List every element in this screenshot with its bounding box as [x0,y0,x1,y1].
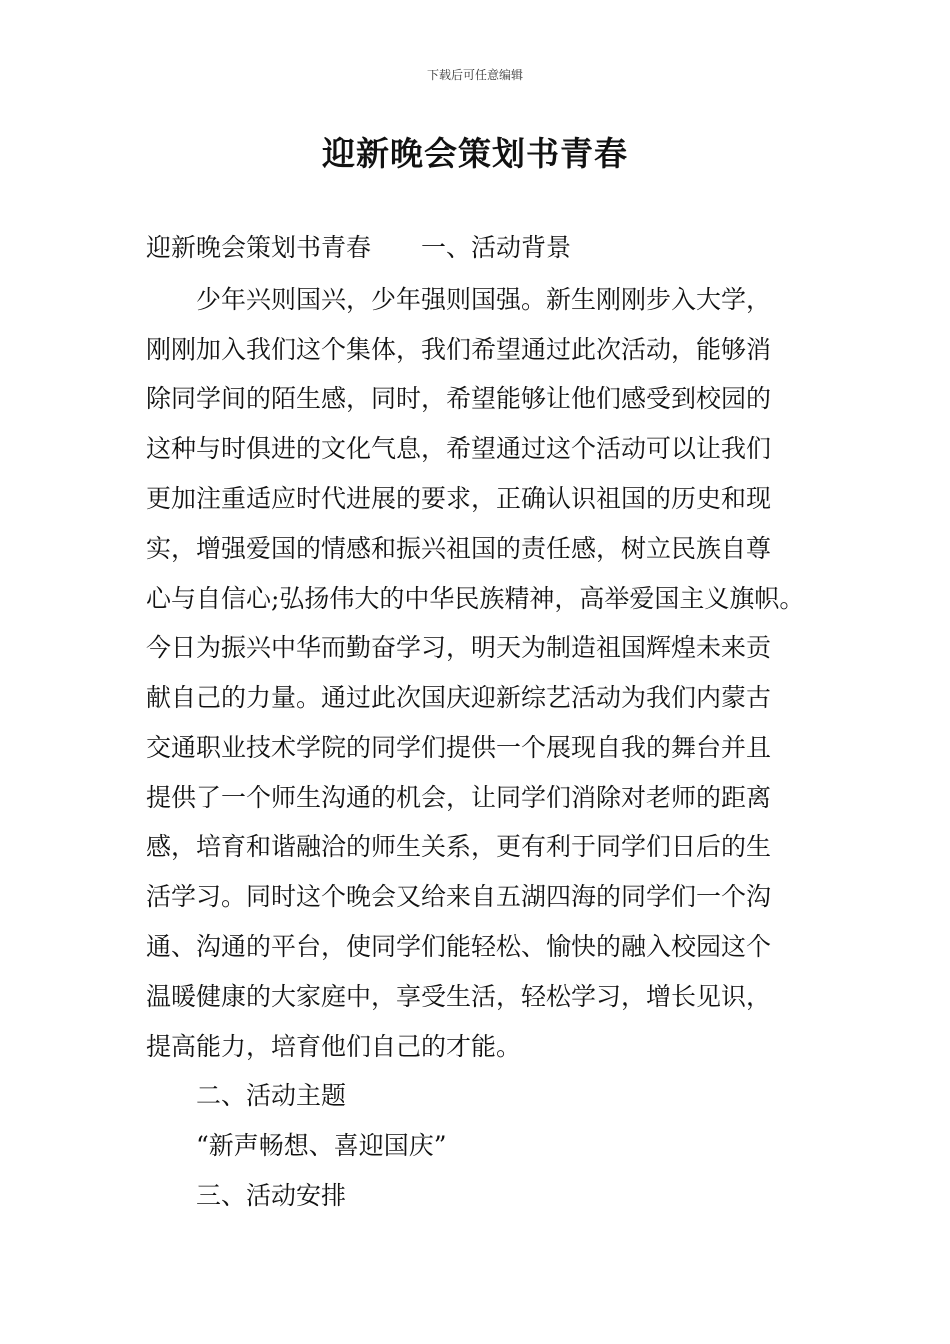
paragraph-line: 提高能力，培育他们自己的才能。 [146,1032,522,1061]
paragraph-line: 实，增强爱国的情感和振兴祖国的责任感，树立民族自尊 [146,534,772,563]
section-heading-theme: 二、活动主题 [196,1081,347,1110]
paragraph-line: 更加注重适应时代进展的要求，正确认识祖国的历史和现 [146,484,772,513]
paragraph-line: 交通职业技术学院的同学们提供一个展现自我的舞台并且 [146,733,772,762]
document-title: 迎新晚会策划书青春 [322,134,628,173]
paragraph-line: 提供了一个师生沟通的机会，让同学们消除对老师的距离 [146,783,772,812]
section-heading-arrangement: 三、活动安排 [196,1181,347,1210]
paragraph-line: 这种与时俱进的文化气息，希望通过这个活动可以让我们 [146,434,772,463]
paragraph-line: 活学习。同时这个晚会又给来自五湖四海的同学们一个沟 [146,882,772,911]
theme-slogan: “新声畅想、喜迎国庆” [196,1131,447,1160]
paragraph-line: 今日为振兴中华而勤奋学习，明天为制造祖国辉煌未来贡 [146,633,772,662]
section-heading-background: 迎新晚会策划书青春 一、活动背景 [146,233,572,262]
paragraph-line: 除同学间的陌生感，同时，希望能够让他们感受到校园的 [146,384,772,413]
paragraph-line: 通、沟通的平台，使同学们能轻松、愉快的融入校园这个 [146,932,772,961]
paragraph-line: 温暖健康的大家庭中，享受生活，轻松学习，增长见识， [146,982,772,1011]
header-note: 下载后可任意编辑 [426,68,523,82]
paragraph-line: 心与自信心;弘扬伟大的中华民族精神，高举爱国主义旗帜。 [146,584,805,613]
paragraph-line: 感，培育和谐融洽的师生关系，更有利于同学们日后的生 [146,832,772,861]
paragraph-line: 少年兴则国兴，少年强则国强。新生刚刚步入大学， [196,285,772,314]
paragraph-line: 刚刚加入我们这个集体，我们希望通过此次活动，能够消 [146,335,772,364]
paragraph-line: 献自己的力量。通过此次国庆迎新综艺活动为我们内蒙古 [146,683,772,712]
